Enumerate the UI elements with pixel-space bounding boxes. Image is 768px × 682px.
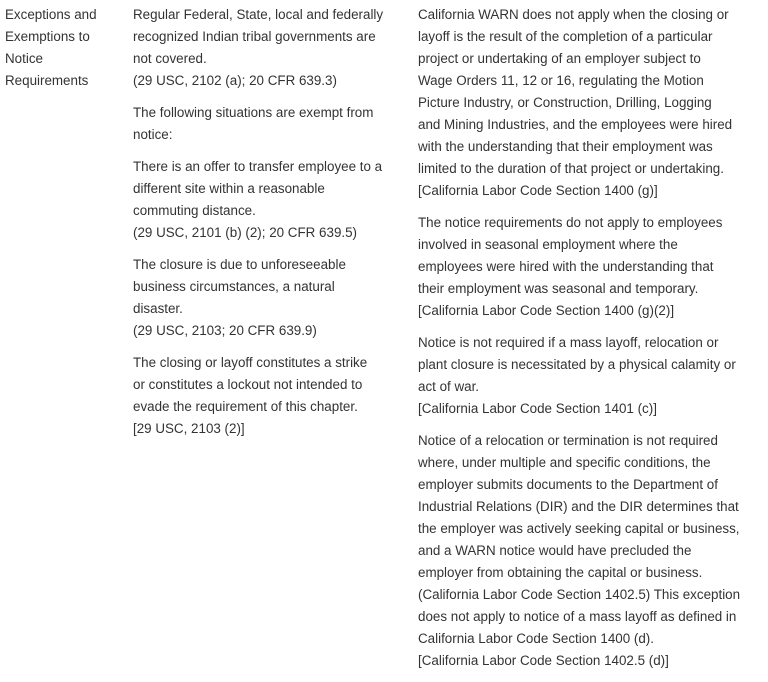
federal-paragraph: The closing or layoff constitutes a strike or constitutes a lockout not intended to evade the requirement of this chapter. [29 USC, 2103 (2)] bbox=[133, 355, 368, 436]
federal-paragraph: The closure is due to unforeseeable business circumstances, a natural disaster. (29 USC, 2103; 20 CFR 639.9) bbox=[133, 257, 346, 338]
california-paragraph: California WARN does not apply when the closing or layoff is the result of the completion of a particular project or undertaking of an employer subject to Wage Orders 11, 12 or 16, regulating the Motion Picture Industry, or Construction, Drilling, Logging and Mining Industries, and the employees were hired with the understanding that their employment was limited to the duration of that project or undertaking. [California Labor Code Section 1400 (g)] bbox=[418, 7, 733, 198]
federal-paragraph: There is an offer to transfer employee to a different site within a reasonable commuting distance. (29 USC, 2101 (b) (2); 20 CFR 639.5) bbox=[133, 159, 383, 240]
federal-cell bbox=[133, 4, 405, 450]
federal-paragraph: Regular Federal, State, local and federally recognized Indian tribal governments are not covered. (29 USC, 2102 (a); 20 CFR 639.3) bbox=[133, 7, 384, 88]
row-label: Exceptions and Exemptions to Notice Requirements bbox=[5, 7, 97, 88]
california-cell bbox=[418, 4, 764, 682]
california-paragraph: Notice of a relocation or termination is not required where, under multiple and specific conditions, the employer submits documents to the Department of Industrial Relations (DIR) and the DIR determines that the employer was actively seeking capital or business, and a WARN notice would have precluded the employer from obtaining the capital or business. (California Labor Code Section 1402.5) This exception does not apply to notice of a mass layoff as defined in California Labor Code Section 1400 (d). [California Labor Code Section 1402.5 (d)] bbox=[418, 433, 741, 668]
california-paragraph: Notice is not required if a mass layoff, relocation or plant closure is necessitated by a physical calamity or act of war. [California Labor Code Section 1401 (c)] bbox=[418, 335, 736, 416]
row-label-cell bbox=[5, 4, 123, 92]
federal-paragraph: The following situations are exempt from notice: bbox=[133, 105, 374, 142]
california-paragraph: The notice requirements do not apply to employees involved in seasonal employment where the employees were hired with the understanding that their employment was seasonal and temporary. [California Labor Code Section 1400 (g)(2)] bbox=[418, 215, 723, 318]
